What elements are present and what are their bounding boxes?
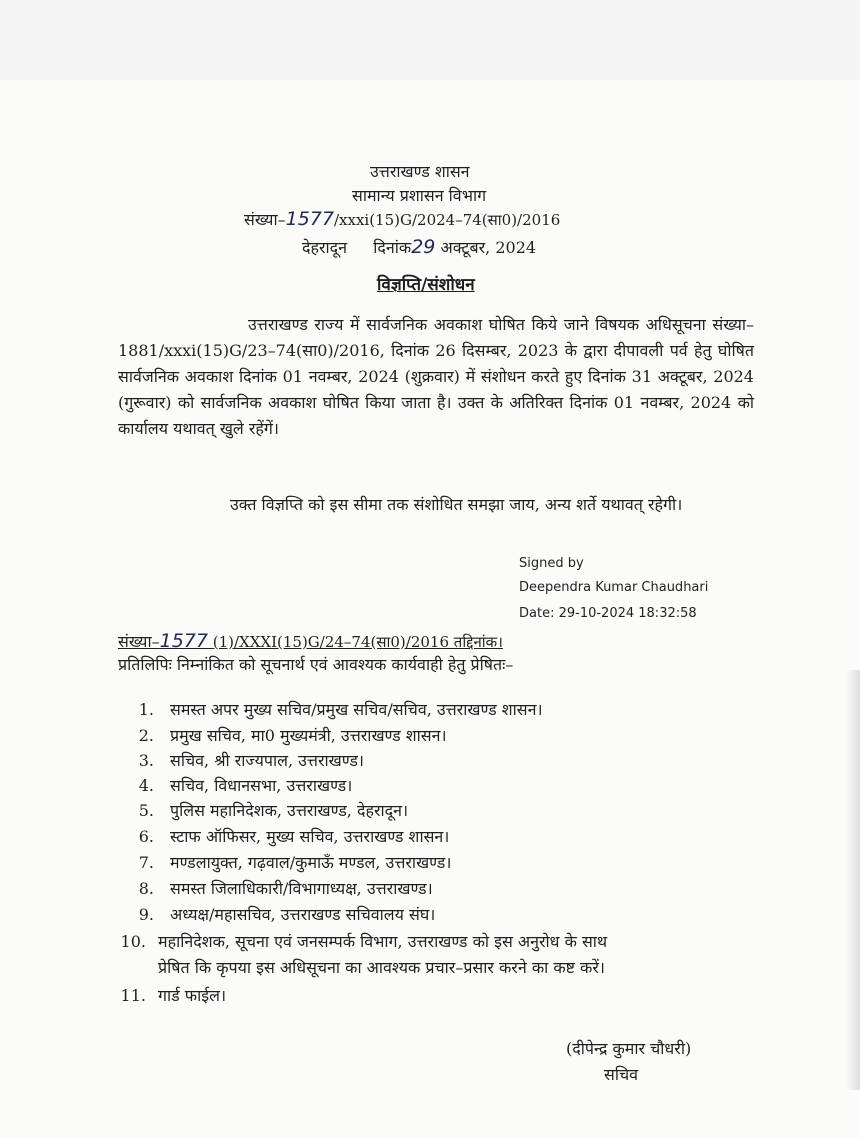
recipient-number: 9. xyxy=(138,905,154,924)
recipient-text: समस्त जिलाधिकारी/विभागाध्यक्ष, उत्तराखण्ड। xyxy=(170,879,433,898)
recipient-text: सचिव, विधानसभा, उत्तराखण्ड। xyxy=(170,776,353,795)
recipient-number: 10. xyxy=(120,932,146,951)
recipient-text: समस्त अपर मुख्य सचिव/प्रमुख सचिव/सचिव, उत्तराखण्ड शासन। xyxy=(170,700,543,719)
recipient-text: प्रमुख सचिव, मा0 मुख्यमंत्री, उत्तराखण्ड शासन। xyxy=(170,726,447,745)
copy-number xyxy=(118,630,503,652)
recipient-number: 7. xyxy=(138,853,154,872)
paragraph-2-text: उक्त विज्ञप्ति को इस सीमा तक संशोधित समझा जाय, अन्य शर्ते यथावत् रहेगी। xyxy=(230,495,683,514)
number-prefix: संख्या– xyxy=(244,210,286,229)
notice-paragraph-2 xyxy=(118,492,754,518)
recipient-number: 5. xyxy=(138,801,154,820)
date-rest: अक्टूबर, 2024 xyxy=(440,238,537,257)
date-handwritten: 29 xyxy=(411,236,436,258)
place-date xyxy=(302,236,536,258)
signatory-designation: सचिव xyxy=(604,1065,639,1084)
number-rest: /xxxi(15)G/2024–74(सा0)/2016 xyxy=(333,211,561,229)
signature-date: Date: 29-10-2024 18:32:58 xyxy=(519,606,697,621)
recipient-text: मण्डलायुक्त, गढ़वाल/कुमाऊँ मण्डल, उत्तराखण्ड। xyxy=(170,853,452,872)
notice-title: विज्ञप्ति/संशोधन xyxy=(377,275,475,295)
recipient-text: महानिदेशक, सूचना एवं जनसम्पर्क विभाग, उत्तराखण्ड को इस अनुरोध के साथ xyxy=(158,932,608,951)
letter-number xyxy=(244,208,560,230)
recipient-text: अध्यक्ष/महासचिव, उत्तराखण्ड सचिवालय संघ। xyxy=(170,905,436,924)
date-prefix: दिनांक xyxy=(373,238,412,257)
copy-number-prefix: संख्या– xyxy=(118,632,160,651)
recipient-text: सचिव, श्री राज्यपाल, उत्तराखण्ड। xyxy=(170,751,364,770)
signer-name: Deependra Kumar Chaudhari xyxy=(519,580,709,595)
paragraph-1-text: उत्तराखण्ड राज्य में सार्वजनिक अवकाश घोषित किये जाने विषयक अधिसूचना संख्या–1881/xxxi(15)G/23–74(सा0)/2016, दिनांक 26 दिसम्बर, 2023 के द्वारा दीपावली पर्व हेतु घोषित सार्वजनिक अवकाश दिनांक 01 नवम्बर, 2024 (शुक्रवार) में संशोधन करते हुए दिनांक 31 अक्टूबर, 2024 (गुरूवार) को सार्वजनिक अवकाश घोषित किया जाता है। उक्त के अतिरिक्त दिनांक 01 नवम्बर, 2024 को कार्यालय यथावत् खुले रहेंगें। xyxy=(118,315,754,438)
recipient-text: गार्ड फाईल। xyxy=(158,986,227,1005)
copy-number-rest: (1)/XXXI(15)G/24–74(सा0)/2016 तद्दिनांक। xyxy=(212,633,503,651)
recipient-number: 2. xyxy=(138,726,154,745)
top-band xyxy=(0,0,860,80)
signatory-name: (दीपेन्द्र कुमार चौधरी) xyxy=(566,1039,692,1058)
recipient-number: 1. xyxy=(138,700,154,719)
recipient-text: पुलिस महानिदेशक, उत्तराखण्ड, देहरादून। xyxy=(170,801,409,820)
recipient-number: 11. xyxy=(120,986,146,1005)
page-edge-shadow xyxy=(846,670,860,1090)
govt-name: उत्तराखण्ड शासन xyxy=(370,162,470,181)
signed-by-label: Signed by xyxy=(519,556,584,571)
recipient-text-continued: प्रेषित कि कृपया इस अधिसूचना का आवश्यक प्रचार–प्रसार करने का कष्ट करें। xyxy=(158,958,605,977)
number-handwritten: 1577 xyxy=(285,208,334,230)
recipient-text: स्टाफ ऑफिसर, मुख्य सचिव, उत्तराखण्ड शासन। xyxy=(170,827,450,846)
copy-intro: प्रतिलिपिः निम्नांकित को सूचनार्थ एवं आवश्यक कार्यवाही हेतु प्रेषितः– xyxy=(118,655,514,674)
place: देहरादून xyxy=(302,238,348,257)
department-name: सामान्य प्रशासन विभाग xyxy=(352,186,487,205)
copy-number-handwritten: 1577 xyxy=(159,630,208,652)
recipient-number: 8. xyxy=(138,879,154,898)
recipient-number: 6. xyxy=(138,827,154,846)
notice-paragraph-1 xyxy=(118,312,754,442)
recipient-number: 4. xyxy=(138,776,154,795)
recipient-number: 3. xyxy=(138,751,154,770)
